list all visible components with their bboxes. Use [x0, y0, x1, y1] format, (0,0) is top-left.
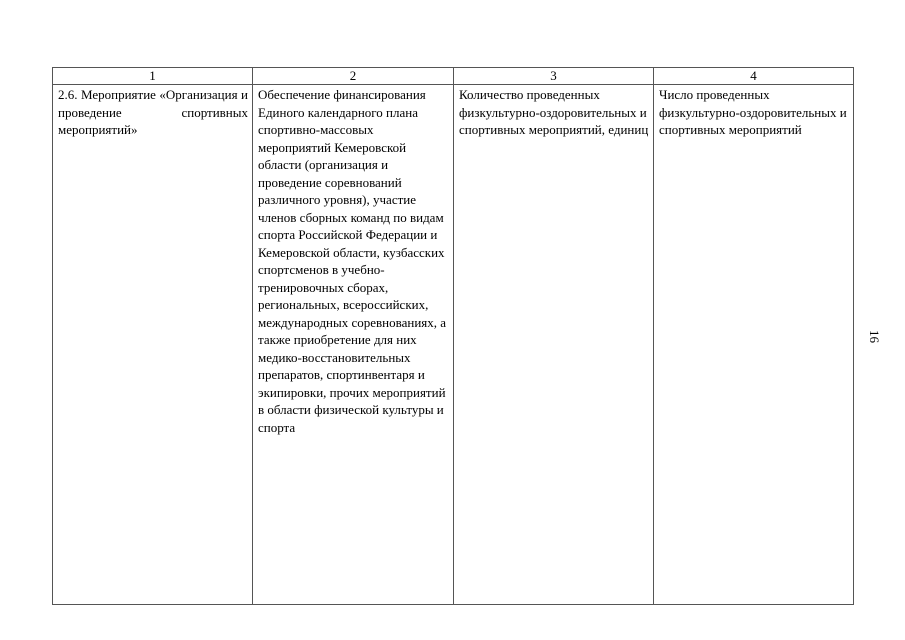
- column-number-4: 4: [654, 68, 854, 85]
- column-number-1: 1: [53, 68, 253, 85]
- page-number: 16: [867, 330, 882, 343]
- table-cell-result: [654, 85, 854, 605]
- column-number-2: 2: [253, 68, 454, 85]
- column-number-3: 3: [454, 68, 654, 85]
- activity-name: 2.6. Мероприятие «Организация и проведение спортивных мероприятий»: [58, 87, 248, 137]
- table-row: [53, 85, 854, 605]
- activity-description: Обеспечение финансирования Единого календарного плана спортивно-массовых мероприятий Кемеровской области (организация и проведение соревнований различного уровня), участие членов сборных команд по видам спорта Российской Федерации и Кемеровской области, кузбасских спортсменов в учебно-тренировочных сборах, региональных, всероссийских, международных соревнованиях, а также приобретение для них медико-восстановительных препаратов, спортинвентаря и экипировки, прочих мероприятий в области физической культуры и спорта: [258, 87, 447, 435]
- table-header-row: [53, 68, 854, 85]
- table-cell-activity: [53, 85, 253, 605]
- indicator-name: Количество проведенных физкультурно-оздоровительных и спортивных мероприятий, единиц: [459, 87, 649, 137]
- table-cell-description: [253, 85, 454, 605]
- document-table: [52, 67, 854, 605]
- result-description: Число проведенных физкультурно-оздоровительных и спортивных мероприятий: [659, 87, 847, 137]
- table-cell-indicator: [454, 85, 654, 605]
